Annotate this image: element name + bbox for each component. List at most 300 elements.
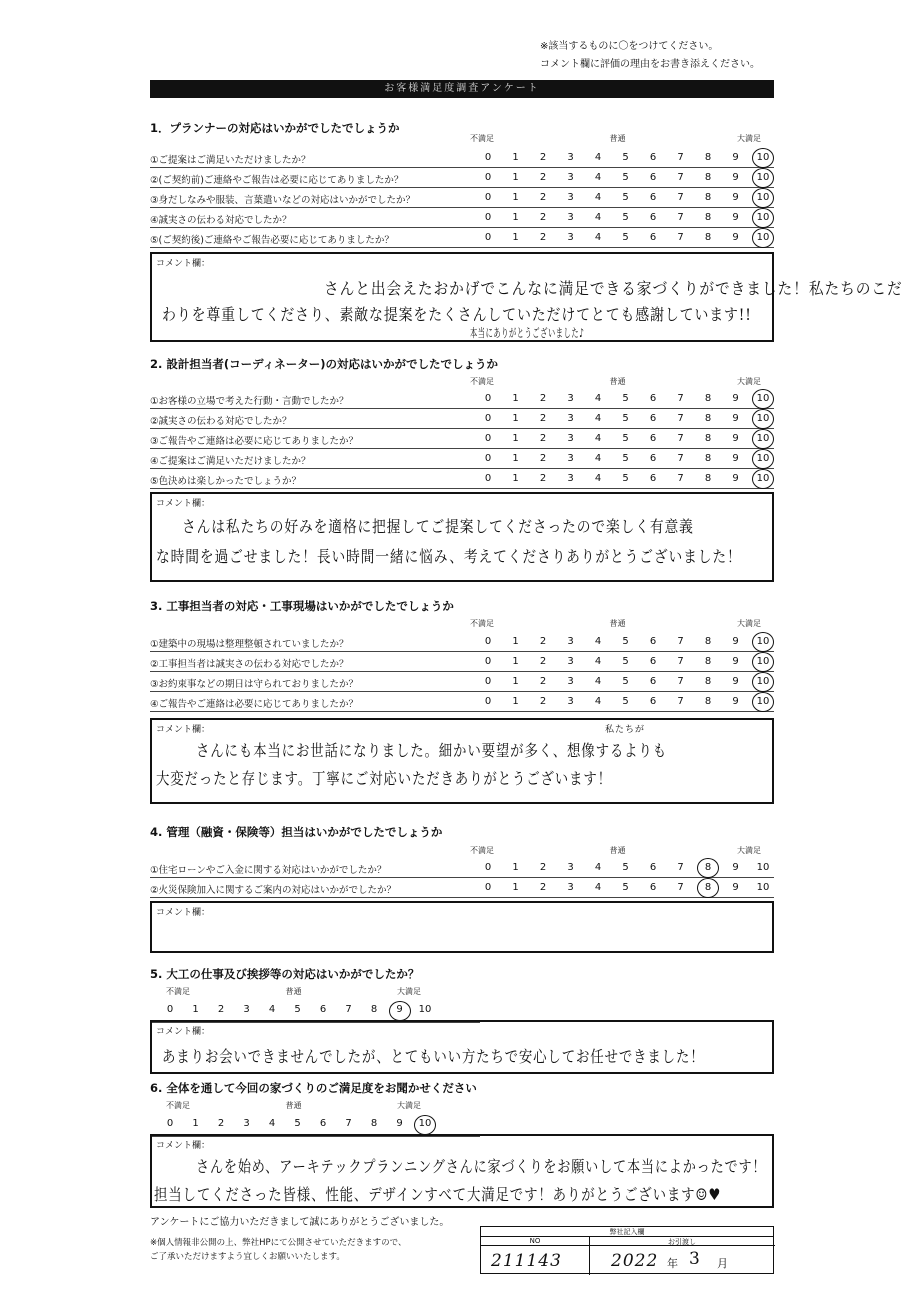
question-row	[150, 449, 774, 469]
score-option[interactable]: 4	[594, 393, 602, 404]
score-option[interactable]: 10	[756, 636, 770, 647]
score-option[interactable]: 1	[512, 696, 519, 707]
question-text: ②工事担当者は誠実さの伝わる対応でしたか？	[150, 659, 349, 670]
score-option[interactable]: 6	[649, 212, 657, 223]
score-option[interactable]: 6	[649, 192, 657, 203]
comment-label: コメント欄：	[156, 499, 211, 509]
score-option[interactable]: 1	[512, 656, 519, 667]
score-option[interactable]: 7	[677, 232, 684, 243]
score-option[interactable]: 4	[594, 232, 602, 243]
selected-score-circle	[752, 389, 774, 409]
score-option[interactable]: 3	[567, 433, 574, 444]
selected-score-circle	[697, 878, 719, 898]
score-option[interactable]: 10	[756, 862, 770, 873]
scale-label-high: 大満足	[737, 619, 761, 628]
score-option[interactable]: 8	[704, 636, 712, 647]
score-option[interactable]: 3	[567, 152, 574, 163]
scale-label-high: 大満足	[397, 1101, 421, 1110]
score-option[interactable]: 1	[192, 1004, 199, 1015]
comment-box	[150, 901, 774, 953]
score-option[interactable]: 4	[594, 676, 602, 687]
score-option[interactable]: 9	[732, 453, 739, 464]
score-option[interactable]: 5	[622, 473, 629, 484]
question-row	[150, 672, 774, 692]
question-row	[150, 409, 774, 429]
score-option[interactable]: 3	[567, 882, 574, 893]
score-option[interactable]: 1	[512, 676, 519, 687]
score-option[interactable]: 5	[622, 862, 629, 873]
score-option[interactable]: 0	[484, 676, 492, 687]
month-unit: 月	[717, 1257, 728, 1270]
score-option[interactable]: 0	[484, 152, 492, 163]
score-option[interactable]: 9	[732, 676, 739, 687]
score-option[interactable]: 5	[622, 152, 629, 163]
score-option[interactable]: 9	[732, 862, 739, 873]
section-title: 5. 大工の仕事及び挨拶等の対応はいかがでしたか？	[150, 967, 420, 981]
question-row	[150, 878, 774, 898]
handover-month: 3	[689, 1249, 701, 1269]
score-option[interactable]: 1	[512, 212, 519, 223]
question-row	[150, 429, 774, 449]
section-title: 1．プランナーの対応はいかがでしたでしょうか	[150, 121, 400, 135]
score-option[interactable]: 5	[622, 882, 629, 893]
scale-label-low: 不満足	[470, 619, 494, 628]
question-row	[150, 858, 774, 878]
score-option[interactable]: 2	[539, 453, 547, 464]
selected-score-circle	[752, 632, 774, 652]
score-option[interactable]: 8	[370, 1118, 378, 1129]
comment-label: コメント欄：	[156, 725, 211, 735]
section-title: 3. 工事担当者の対応・工事現場はいかがでしたでしょうか	[150, 599, 454, 613]
score-option[interactable]: 7	[677, 413, 684, 424]
score-option[interactable]: 3	[567, 393, 574, 404]
score-option[interactable]: 7	[677, 636, 684, 647]
score-option[interactable]: 7	[677, 393, 684, 404]
score-option[interactable]: 9	[732, 433, 739, 444]
handwritten-comment: わりを尊重してくださり、素敵な提案をたくさんしていただけてとても感謝しています!!	[162, 305, 752, 324]
selected-score-circle	[752, 188, 774, 208]
score-option[interactable]: 6	[649, 862, 657, 873]
instruction-line-1: ※該当するものに〇をつけてください。	[540, 41, 719, 52]
score-option[interactable]: 4	[268, 1118, 276, 1129]
score-option[interactable]: 4	[594, 636, 602, 647]
score-option[interactable]: 2	[539, 862, 547, 873]
score-option[interactable]: 3	[567, 676, 574, 687]
score-option[interactable]: 8	[370, 1004, 378, 1015]
score-option[interactable]: 5	[622, 393, 629, 404]
score-option[interactable]: 1	[512, 636, 519, 647]
score-option[interactable]: 10	[756, 232, 770, 243]
score-option[interactable]: 3	[567, 656, 574, 667]
score-option[interactable]: 7	[677, 433, 684, 444]
score-option[interactable]: 7	[677, 212, 684, 223]
score-option[interactable]: 2	[539, 413, 547, 424]
score-option[interactable]: 4	[594, 453, 602, 464]
handwritten-comment: さんは私たちの好みを適格に把握してご提案してくださったので楽しく有意義	[182, 517, 694, 536]
scale-label-low: 不満足	[470, 846, 494, 855]
comment-box	[150, 1134, 774, 1208]
handover-year: 2022	[611, 1251, 659, 1271]
score-option[interactable]: 5	[294, 1004, 301, 1015]
scale-label-low: 不満足	[470, 134, 494, 143]
score-option[interactable]: 0	[484, 656, 492, 667]
score-option[interactable]: 7	[345, 1118, 352, 1129]
score-option[interactable]: 0	[484, 192, 492, 203]
score-option[interactable]: 1	[512, 882, 519, 893]
score-option[interactable]: 8	[704, 862, 712, 873]
score-option[interactable]: 5	[622, 656, 629, 667]
office-use-box	[480, 1226, 774, 1274]
score-option[interactable]: 9	[732, 172, 739, 183]
handwritten-comment: 担当してくださった皆様、性能、デザインすべて大満足です！ありがとうございます☺♥	[154, 1185, 722, 1204]
selected-score-circle	[697, 858, 719, 878]
score-option[interactable]: 5	[622, 212, 629, 223]
score-option[interactable]: 9	[732, 636, 739, 647]
score-option[interactable]: 10	[756, 433, 770, 444]
score-option[interactable]: 5	[622, 696, 629, 707]
score-option[interactable]: 4	[594, 696, 602, 707]
selected-score-circle	[389, 1001, 411, 1021]
score-option[interactable]: 10	[756, 172, 770, 183]
survey-title: お客様満足度調査アンケート	[150, 80, 774, 98]
score-option[interactable]: 8	[704, 232, 712, 243]
scale-label-low: 不満足	[166, 987, 190, 996]
score-option[interactable]: 0	[484, 212, 492, 223]
question-text: ①ご提案はご満足いただけましたか？	[150, 155, 311, 166]
score-option[interactable]: 7	[677, 453, 684, 464]
thanks-text: アンケートにご協力いただきまして誠にありがとうございました。	[150, 1217, 450, 1228]
score-option[interactable]: 1	[512, 433, 519, 444]
score-option[interactable]: 3	[567, 473, 574, 484]
score-option[interactable]: 10	[756, 413, 770, 424]
score-option[interactable]: 0	[484, 696, 492, 707]
handwritten-comment: あまりお会いできませんでしたが、とてもいい方たちで安心してお任せできました！	[162, 1047, 705, 1066]
question-row	[150, 188, 774, 208]
question-row	[150, 208, 774, 228]
score-option[interactable]: 4	[594, 413, 602, 424]
score-option[interactable]: 6	[649, 453, 657, 464]
score-option[interactable]: 7	[677, 656, 684, 667]
score-option[interactable]: 6	[319, 1004, 327, 1015]
question-text: ③お約束事などの期日は守られておりましたか？	[150, 679, 359, 690]
score-option[interactable]: 10	[756, 656, 770, 667]
score-option[interactable]: 3	[243, 1118, 250, 1129]
selected-score-circle	[414, 1115, 436, 1135]
score-option[interactable]: 6	[649, 172, 657, 183]
score-option[interactable]: 3	[567, 413, 574, 424]
score-option[interactable]: 5	[622, 636, 629, 647]
score-option[interactable]: 10	[418, 1004, 432, 1015]
score-option[interactable]: 2	[539, 696, 547, 707]
score-option[interactable]: 8	[704, 453, 712, 464]
question-text: ②火災保険加入に関するご案内の対応はいかがでしたか？	[150, 885, 397, 896]
scale-label-mid: 普通	[609, 619, 626, 628]
handwritten-comment: 本当にありがとうございました♪	[470, 326, 585, 340]
score-option[interactable]: 0	[484, 882, 492, 893]
score-option[interactable]: 0	[484, 393, 492, 404]
question-row	[150, 148, 774, 168]
score-option[interactable]: 4	[594, 172, 602, 183]
score-option[interactable]: 0	[484, 232, 492, 243]
score-option[interactable]: 0	[484, 433, 492, 444]
question-row	[150, 389, 774, 409]
score-option[interactable]: 7	[677, 172, 684, 183]
score-option[interactable]: 10	[756, 453, 770, 464]
score-option[interactable]: 8	[704, 393, 712, 404]
question-row	[150, 228, 774, 248]
score-option[interactable]: 1	[512, 232, 519, 243]
question-text: ⑤色決めは楽しかったでしょうか？	[150, 476, 302, 487]
comment-label: コメント欄：	[156, 908, 211, 918]
score-option[interactable]: 7	[677, 882, 684, 893]
year-unit: 年	[667, 1257, 678, 1270]
score-option[interactable]: 1	[512, 453, 519, 464]
score-option[interactable]: 8	[704, 192, 712, 203]
score-option[interactable]: 7	[677, 192, 684, 203]
scale-label-mid: 普通	[609, 377, 626, 386]
score-option[interactable]: 9	[396, 1118, 403, 1129]
score-option[interactable]: 7	[677, 473, 684, 484]
comment-label: コメント欄：	[156, 1141, 211, 1151]
score-option[interactable]: 8	[704, 473, 712, 484]
selected-score-circle	[752, 672, 774, 692]
score-option[interactable]: 6	[649, 232, 657, 243]
score-option[interactable]: 1	[512, 473, 519, 484]
score-option[interactable]: 2	[539, 172, 547, 183]
scale-label-mid: 普通	[609, 846, 626, 855]
score-option[interactable]: 3	[567, 453, 574, 464]
section-title: 2. 設計担当者(コーディネーター)の対応はいかがでしたでしょうか	[150, 357, 498, 371]
handwritten-insert: 私たちが	[605, 725, 646, 735]
column-divider	[589, 1237, 590, 1275]
score-option[interactable]: 5	[622, 433, 629, 444]
score-option[interactable]: 10	[756, 473, 770, 484]
comment-box	[150, 1020, 774, 1074]
handwritten-comment: な時間を過ごせました！長い時間一緒に悩み、考えてくださりありがとうございました！	[156, 547, 742, 566]
instructions	[540, 38, 880, 74]
score-option[interactable]: 2	[539, 882, 547, 893]
score-option[interactable]: 10	[756, 212, 770, 223]
score-option[interactable]: 0	[484, 413, 492, 424]
score-option[interactable]: 2	[539, 676, 547, 687]
scale-label-mid: 普通	[285, 987, 302, 996]
score-option[interactable]: 5	[622, 232, 629, 243]
number-column-label: NO	[481, 1237, 589, 1246]
score-option[interactable]: 5	[622, 413, 629, 424]
score-option[interactable]: 3	[567, 192, 574, 203]
score-option[interactable]: 9	[732, 656, 739, 667]
score-option[interactable]: 9	[732, 152, 739, 163]
handwritten-comment: 大変だったと存じます。丁寧にご対応いただきありがとうございます！	[156, 769, 612, 788]
score-option[interactable]: 8	[704, 696, 712, 707]
selected-score-circle	[752, 208, 774, 228]
score-option[interactable]: 6	[649, 433, 657, 444]
score-option[interactable]: 6	[649, 473, 657, 484]
score-option[interactable]: 8	[704, 212, 712, 223]
score-option[interactable]: 10	[756, 676, 770, 687]
score-option[interactable]: 5	[622, 192, 629, 203]
selected-score-circle	[752, 409, 774, 429]
question-text: ③身だしなみや服装、言葉遣いなどの対応はいかがでしたか？	[150, 195, 416, 206]
score-option[interactable]: 1	[512, 152, 519, 163]
score-option[interactable]: 10	[418, 1118, 432, 1129]
score-option[interactable]: 7	[677, 676, 684, 687]
question-text: ②誠実さの伝わる対応でしたか？	[150, 416, 292, 427]
score-option[interactable]: 8	[704, 433, 712, 444]
section-title: 4. 管理（融資・保険等）担当はいかがでしたでしょうか	[150, 825, 443, 839]
score-option[interactable]: 6	[649, 656, 657, 667]
privacy-line-1: ※個人情報非公開の上、弊社HPにて公開させていただきますので、	[150, 1238, 407, 1248]
score-option[interactable]: 2	[539, 152, 547, 163]
score-option[interactable]: 0	[484, 473, 492, 484]
question-row	[150, 632, 774, 652]
score-option[interactable]: 1	[512, 172, 519, 183]
score-option[interactable]: 6	[649, 152, 657, 163]
score-option[interactable]: 1	[512, 393, 519, 404]
question-text: ④誠実さの伝わる対応でしたか？	[150, 215, 292, 226]
score-option[interactable]: 1	[512, 192, 519, 203]
score-option[interactable]: 8	[704, 656, 712, 667]
score-option[interactable]: 6	[649, 636, 657, 647]
score-option[interactable]: 0	[166, 1004, 174, 1015]
score-option[interactable]: 7	[677, 696, 684, 707]
score-option[interactable]: 2	[539, 212, 547, 223]
score-option[interactable]: 3	[567, 696, 574, 707]
score-option[interactable]: 8	[704, 882, 712, 893]
score-option[interactable]: 10	[756, 882, 770, 893]
score-option[interactable]: 0	[166, 1118, 174, 1129]
score-option[interactable]: 7	[677, 862, 684, 873]
comment-box	[150, 492, 774, 582]
selected-score-circle	[752, 692, 774, 712]
score-option[interactable]: 4	[594, 192, 602, 203]
score-option[interactable]: 5	[622, 172, 629, 183]
scale-label-mid: 普通	[609, 134, 626, 143]
question-row	[150, 469, 774, 489]
score-option[interactable]: 9	[732, 473, 739, 484]
score-option[interactable]: 8	[704, 172, 712, 183]
scale-label-high: 大満足	[737, 377, 761, 386]
score-option[interactable]: 5	[622, 453, 629, 464]
score-option[interactable]: 6	[649, 676, 657, 687]
score-option[interactable]: 9	[396, 1004, 403, 1015]
customer-number: 211143	[491, 1251, 562, 1271]
score-option[interactable]: 2	[217, 1004, 225, 1015]
score-option[interactable]: 0	[484, 636, 492, 647]
selected-score-circle	[752, 449, 774, 469]
scale-label-low: 不満足	[470, 377, 494, 386]
score-option[interactable]: 2	[539, 656, 547, 667]
score-option[interactable]: 6	[649, 882, 657, 893]
score-option[interactable]: 9	[732, 413, 739, 424]
score-option[interactable]: 7	[345, 1004, 352, 1015]
score-option[interactable]: 4	[594, 473, 602, 484]
score-option[interactable]: 4	[594, 862, 602, 873]
score-option[interactable]: 8	[704, 676, 712, 687]
score-option[interactable]: 3	[567, 636, 574, 647]
score-option[interactable]: 1	[512, 413, 519, 424]
question-text: ③ご報告やご連絡は必要に応じてありましたか？	[150, 436, 359, 447]
selected-score-circle	[752, 469, 774, 489]
score-option[interactable]: 4	[594, 433, 602, 444]
score-option[interactable]: 3	[567, 232, 574, 243]
privacy-line-2: ご了承いただけますよう宜しくお願いいたします。	[150, 1252, 345, 1262]
score-option[interactable]: 6	[649, 393, 657, 404]
score-option[interactable]: 9	[732, 192, 739, 203]
question-text: ⑤(ご契約後)ご連絡やご報告必要に応じてありましたか？	[150, 235, 394, 246]
score-option[interactable]: 10	[756, 152, 770, 163]
score-option[interactable]: 4	[594, 882, 602, 893]
score-option[interactable]: 0	[484, 453, 492, 464]
score-option[interactable]: 9	[732, 212, 739, 223]
score-option[interactable]: 3	[567, 212, 574, 223]
score-option[interactable]: 2	[217, 1118, 225, 1129]
selected-score-circle	[752, 148, 774, 168]
scale-label-high: 大満足	[397, 987, 421, 996]
score-option[interactable]: 10	[756, 696, 770, 707]
score-option[interactable]: 2	[539, 192, 547, 203]
score-option[interactable]: 2	[539, 393, 547, 404]
score-option[interactable]: 4	[594, 656, 602, 667]
score-option[interactable]: 3	[567, 172, 574, 183]
question-text: ④ご提案はご満足いただけましたか？	[150, 456, 311, 467]
score-option[interactable]: 9	[732, 882, 739, 893]
score-option[interactable]: 2	[539, 473, 547, 484]
score-option[interactable]: 6	[649, 413, 657, 424]
score-option[interactable]: 0	[484, 172, 492, 183]
score-option[interactable]: 1	[192, 1118, 199, 1129]
score-option[interactable]: 2	[539, 636, 547, 647]
selected-score-circle	[752, 652, 774, 672]
score-option[interactable]: 4	[268, 1004, 276, 1015]
score-option[interactable]: 3	[567, 862, 574, 873]
score-option[interactable]: 9	[732, 393, 739, 404]
handwritten-comment: さんを始め、アーキテックプランニングさんに家づくりをお願いして本当によかったです！	[196, 1157, 767, 1176]
score-option[interactable]: 4	[594, 212, 602, 223]
score-option[interactable]: 6	[319, 1118, 327, 1129]
score-option[interactable]: 10	[756, 192, 770, 203]
score-option[interactable]: 2	[539, 232, 547, 243]
selected-score-circle	[752, 168, 774, 188]
question-text: ②(ご契約前)ご連絡やご報告は必要に応じてありましたか？	[150, 175, 404, 186]
office-use-header: 弊社記入欄	[481, 1227, 773, 1237]
handover-column-label: お引渡し	[589, 1237, 775, 1246]
question-text: ④ご報告やご連絡は必要に応じてありましたか？	[150, 699, 359, 710]
score-option[interactable]: 1	[512, 862, 519, 873]
score-option[interactable]: 8	[704, 413, 712, 424]
score-option[interactable]: 4	[594, 152, 602, 163]
score-option[interactable]: 5	[622, 676, 629, 687]
score-option[interactable]: 9	[732, 696, 739, 707]
score-option[interactable]: 0	[484, 862, 492, 873]
score-option[interactable]: 3	[243, 1004, 250, 1015]
score-option[interactable]: 8	[704, 152, 712, 163]
score-option[interactable]: 9	[732, 232, 739, 243]
question-row	[150, 168, 774, 188]
question-row	[150, 692, 774, 712]
instruction-line-2: コメント欄に評価の理由をお書き添えください。	[540, 59, 760, 70]
score-option[interactable]: 7	[677, 152, 684, 163]
scale-label-mid: 普通	[285, 1101, 302, 1110]
selected-score-circle	[752, 228, 774, 248]
scale-label-low: 不満足	[166, 1101, 190, 1110]
score-option[interactable]: 2	[539, 433, 547, 444]
score-option[interactable]: 6	[649, 696, 657, 707]
comment-box	[150, 718, 774, 804]
question-text: ①住宅ローンやご入金に関する対応はいかがでしたか？	[150, 865, 387, 876]
score-option[interactable]: 5	[294, 1118, 301, 1129]
score-option[interactable]: 10	[756, 393, 770, 404]
